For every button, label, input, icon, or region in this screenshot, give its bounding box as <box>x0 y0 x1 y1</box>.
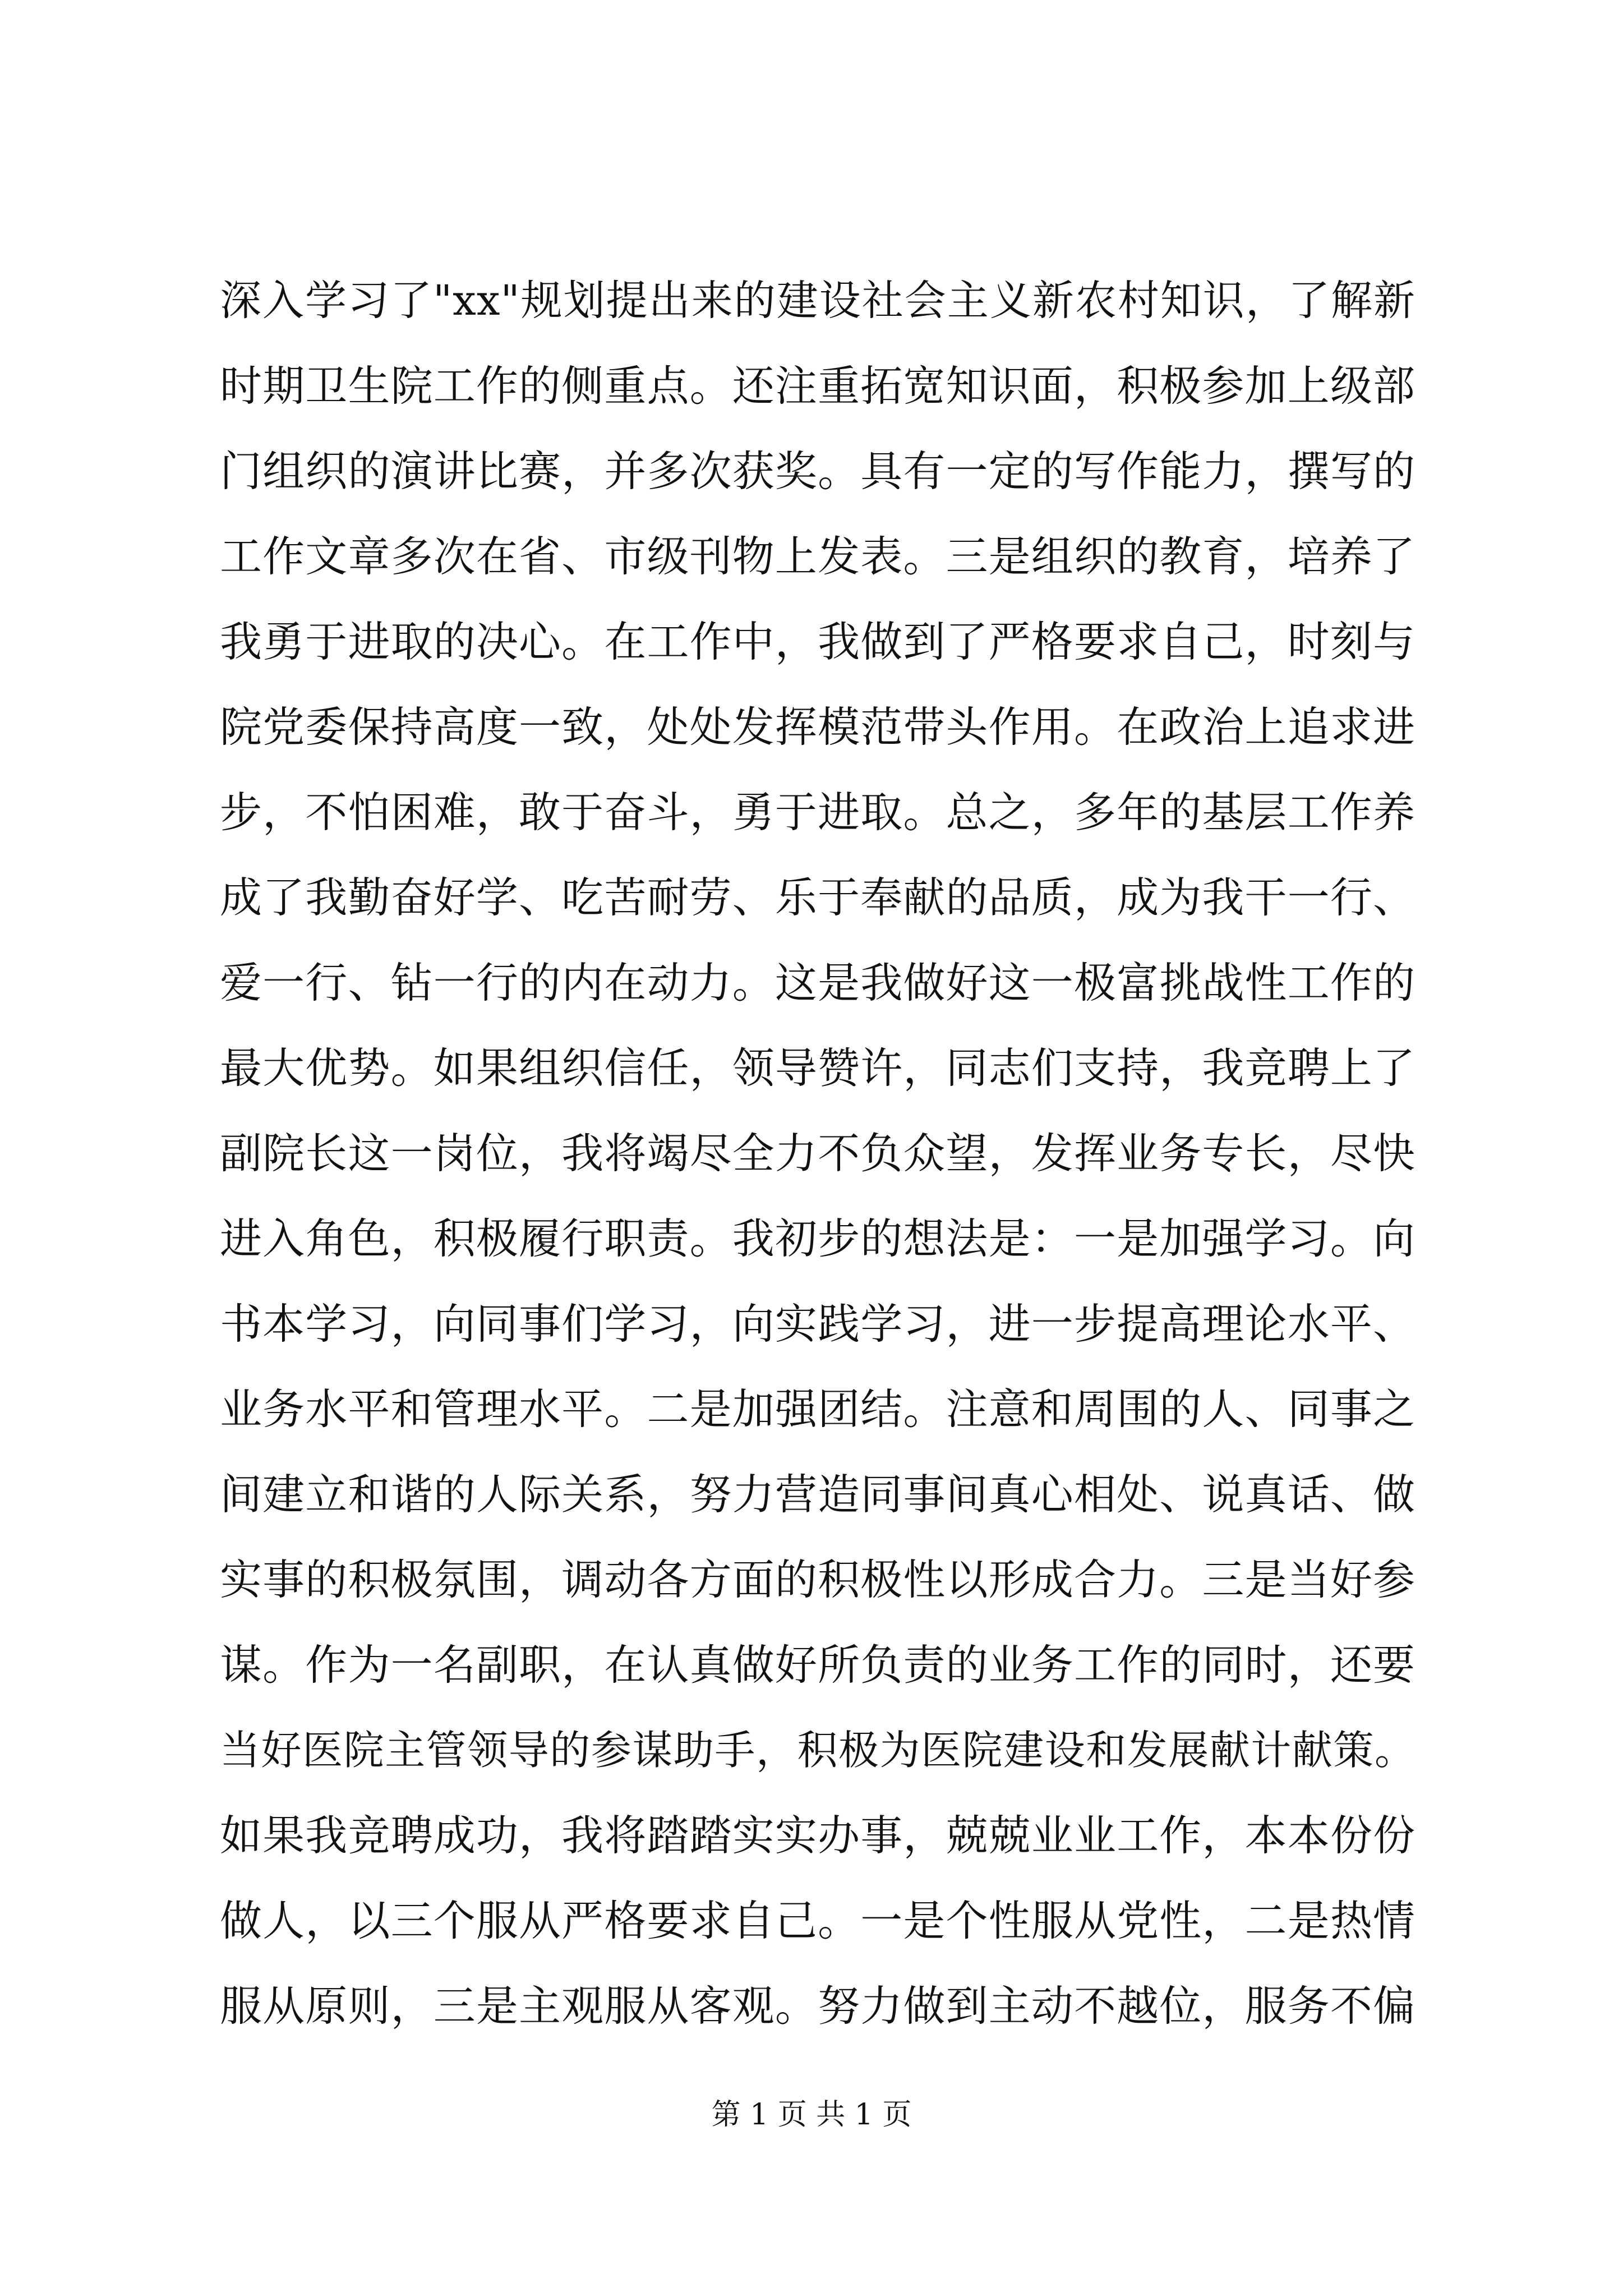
text-line: 业务水平和管理水平。二是加强团结。注意和周围的人、同事之 <box>220 1384 1415 1434</box>
text-line: 时期卫生院工作的侧重点。还注重拓宽知识面，积极参加上级部 <box>220 361 1415 411</box>
text-line: 我勇于进取的决心。在工作中，我做到了严格要求自己，时刻与 <box>220 617 1415 666</box>
page-number-label: 第 1 页 共 1 页 <box>711 2098 912 2132</box>
body-paragraph <box>220 258 1415 2049</box>
text-line: 当好医院主管领导的参谋助手，积极为医院建设和发展献计献策。 <box>220 1727 1415 1774</box>
text-line: 院党委保持高度一致，处处发挥模范带头作用。在政治上追求进 <box>220 702 1415 752</box>
text-line: 服从原则，三是主观服从客观。努力做到主动不越位，服务不偏 <box>220 1981 1415 2031</box>
text-line: 副院长这一岗位，我将竭尽全力不负众望，发挥业务专长，尽快 <box>220 1129 1415 1178</box>
text-line: 最大优势。如果组织信任，领导赞许，同志们支持，我竞聘上了 <box>220 1043 1415 1093</box>
text-line: 如果我竞聘成功，我将踏踏实实办事，兢兢业业工作，本本份份 <box>220 1811 1415 1860</box>
page-footer <box>0 2095 1623 2134</box>
text-line: 门组织的演讲比赛，并多次获奖。具有一定的写作能力，撰写的 <box>220 447 1415 496</box>
text-line: 深入学习了"xx"规划提出来的建设社会主义新农村知识，了解新 <box>220 277 1415 325</box>
text-line: 步，不怕困难，敢于奋斗，勇于进取。总之，多年的基层工作养 <box>220 788 1415 837</box>
text-line: 做人，以三个服从严格要求自己。一是个性服从党性，二是热情 <box>220 1896 1415 1945</box>
text-line: 爱一行、钻一行的内在动力。这是我做好这一极富挑战性工作的 <box>220 958 1415 1007</box>
text-line: 实事的积极氛围，调动各方面的积极性以形成合力。三是当好参 <box>220 1555 1415 1604</box>
text-line: 书本学习，向同事们学习，向实践学习，进一步提高理论水平、 <box>220 1299 1415 1349</box>
text-line: 间建立和谐的人际关系，努力营造同事间真心相处、说真话、做 <box>220 1470 1415 1519</box>
text-line: 工作文章多次在省、市级刊物上发表。三是组织的教育，培养了 <box>220 532 1415 581</box>
text-line: 谋。作为一名副职，在认真做好所负责的业务工作的同时，还要 <box>220 1640 1415 1690</box>
text-line: 成了我勤奋好学、吃苦耐劳、乐于奉献的品质，成为我干一行、 <box>220 873 1415 922</box>
text-line: 进入角色，积极履行职责。我初步的想法是：一是加强学习。向 <box>220 1214 1415 1263</box>
